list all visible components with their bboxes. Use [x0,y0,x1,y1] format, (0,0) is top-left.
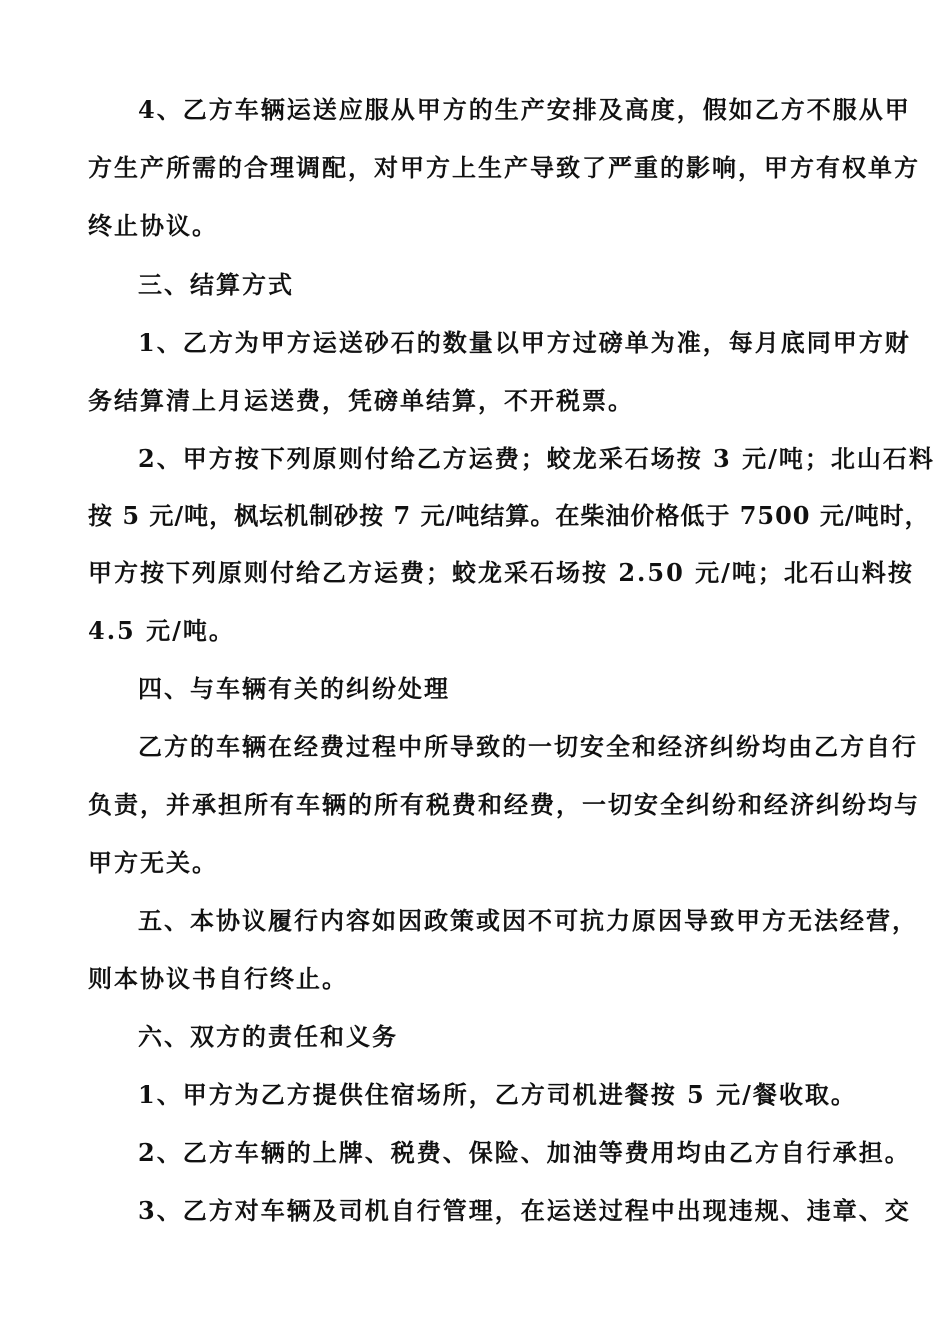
section-heading-disputes: 四、与车辆有关的纠纷处理 [138,674,450,703]
settlement-2-line-3: 甲方按下列原则付给乙方运费；蛟龙采石场按 2.50 元/吨；北石山料按 [88,558,914,587]
settlement-2-line-2: 按 5 元/吨，枫坛机制砂按 7 元/吨结算。在柴油价格低于 7500 元/吨时， [88,501,930,530]
settlement-1-line-1: 1、乙方为甲方运送砂石的数量以甲方过磅单为准，每月底同甲方财 [138,328,911,357]
duties-item-1: 1、甲方为乙方提供住宿场所，乙方司机进餐按 5 元/餐收取。 [138,1080,857,1109]
clause-4-line-1: 4、乙方车辆运送应服从甲方的生产安排及高度，假如乙方不服从甲 [138,95,911,124]
clause-4-line-2: 方生产所需的合理调配，对甲方上生产导致了严重的影响，甲方有权单方 [88,153,920,182]
settlement-1-line-2: 务结算清上月运送费，凭磅单结算，不开税票。 [88,386,634,415]
disputes-line-2: 负责，并承担所有车辆的所有税费和经费，一切安全纠纷和经济纠纷均与 [88,790,920,819]
section-five-line-2: 则本协议书自行终止。 [88,964,348,993]
settlement-2-line-4: 4.5 元/吨。 [88,616,235,645]
clause-4-line-3: 终止协议。 [88,211,218,240]
duties-item-2: 2、乙方车辆的上牌、税费、保险、加油等费用均由乙方自行承担。 [138,1138,911,1167]
settlement-2-line-1: 2、甲方按下列原则付给乙方运费；蛟龙采石场按 3 元/吨；北山石料 [138,444,935,473]
section-five-line-1: 五、本协议履行内容如因政策或因不可抗力原因导致甲方无法经营， [138,906,918,935]
disputes-line-3: 甲方无关。 [88,848,218,877]
disputes-line-1: 乙方的车辆在经费过程中所导致的一切安全和经济纠纷均由乙方自行 [138,732,918,761]
section-heading-settlement: 三、结算方式 [138,270,294,299]
duties-item-3: 3、乙方对车辆及司机自行管理，在运送过程中出现违规、违章、交 [138,1196,911,1225]
section-heading-duties: 六、双方的责任和义务 [138,1022,398,1051]
